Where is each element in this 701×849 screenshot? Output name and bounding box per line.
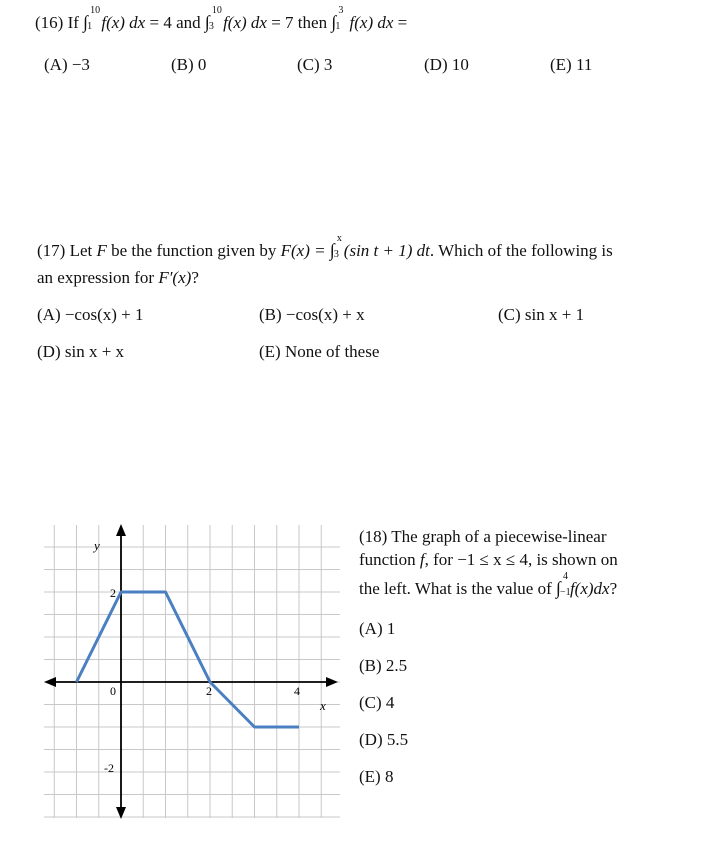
q18-stem-line-2 (359, 550, 618, 570)
q18-line2-b: , for −1 ≤ x ≤ 4, is shown on (424, 550, 618, 569)
tick-label-ym2: -2 (104, 761, 114, 775)
q16-connector-2: then (297, 13, 328, 32)
q16-integrand-2: f(x) dx (223, 13, 267, 32)
q16-rhs-2: = 7 (271, 13, 294, 32)
q16-rhs-1: = 4 (149, 13, 172, 32)
q16-connector: and (176, 13, 201, 32)
q18-stem-line-1: (18) The graph of a piecewise-linear (359, 527, 607, 546)
q17-line2-c: ? (191, 268, 199, 287)
y-axis-top-arrow (116, 524, 126, 536)
q18-integral: ∫ 4 −1 (556, 571, 571, 598)
q17-text-a: Let (69, 241, 93, 260)
q16-choice-b[interactable]: (B) 0 (171, 55, 207, 74)
q16-integrand-1: f(x) dx (101, 13, 146, 32)
q18-stem-line-3 (359, 571, 618, 599)
q16-choice-c[interactable]: (C) 3 (297, 55, 333, 74)
tick-label-y2: 2 (110, 586, 116, 600)
q16-choice-d[interactable]: (D) 10 (424, 55, 469, 74)
q17-var-f: F (96, 241, 107, 260)
q17-choice-a[interactable]: (A) −cos(x) + 1 (37, 305, 144, 324)
q16-choice-a[interactable]: (A) −3 (44, 55, 90, 74)
q18-line3-c: ? (609, 579, 618, 598)
q17-choice-e[interactable]: (E) None of these (259, 342, 380, 361)
q18-choice-c[interactable]: (C) 4 (359, 693, 395, 712)
tick-label-x4: 4 (294, 684, 300, 698)
tick-label-origin: 0 (110, 684, 116, 698)
q17-integral: ∫ x 3 (329, 233, 342, 260)
q16-rhs-3: = (397, 13, 408, 32)
q17-choice-c[interactable]: (C) sin x + 1 (498, 305, 585, 324)
q16-choice-e[interactable]: (E) 11 (550, 55, 593, 74)
q17-derivative: F′(x) (158, 268, 192, 287)
tick-label-x2: 2 (206, 684, 212, 698)
q18-choice-e[interactable]: (E) 8 (359, 767, 394, 786)
q16-integral-2: ∫ 10 3 (204, 5, 222, 32)
q17-text-c: . Which of the following is (429, 241, 613, 260)
x-axis-label: x (320, 698, 326, 713)
q18-choice-b[interactable]: (B) 2.5 (359, 656, 408, 675)
q18-choice-d[interactable]: (D) 5.5 (359, 730, 409, 749)
graph-grid (44, 525, 340, 818)
q17-integrand: (sin t + 1) dt (343, 241, 430, 260)
q17-choice-d[interactable]: (D) sin x + x (37, 342, 125, 361)
q17-choice-b[interactable]: (B) −cos(x) + x (259, 305, 365, 324)
q17-func-lhs: F(x) = (280, 241, 326, 260)
q17-text-b: be the function given by (111, 241, 277, 260)
q18-var-f: f (419, 550, 425, 569)
y-axis-label: y (94, 538, 100, 553)
x-axis-right-arrow (326, 677, 338, 687)
q16-integrand-3: f(x) dx (349, 13, 394, 32)
q16-prefix: If (67, 13, 79, 32)
q16-number: (16) (35, 13, 64, 32)
q18-choice-a[interactable]: (A) 1 (359, 619, 396, 638)
x-axis-left-arrow (44, 677, 56, 687)
q18-line3-a: the left. What is the value of (359, 579, 552, 598)
q18-integrand: f(x)dx (569, 579, 610, 598)
q16-integral-3: ∫ 3 1 (331, 5, 344, 32)
q17-number: (17) (37, 241, 66, 260)
q17-line2-a: an expression for (37, 268, 155, 287)
q16-integral-1: ∫ 10 1 (83, 5, 101, 32)
q18-line2-a: function (359, 550, 416, 569)
